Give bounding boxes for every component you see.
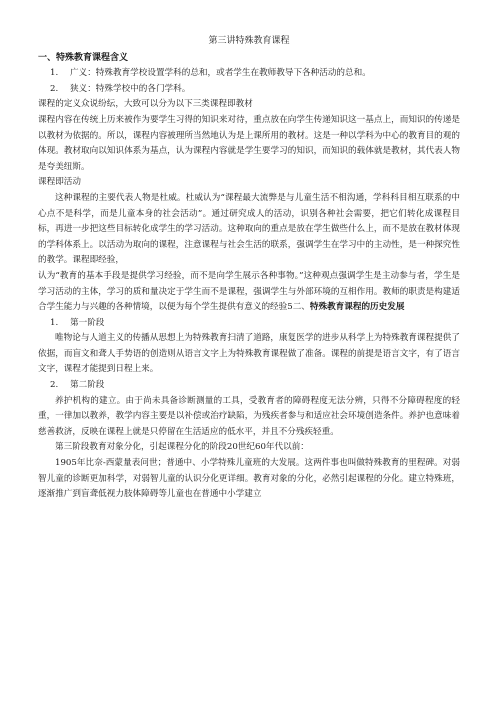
paragraph-stage2: 养护机构的建立。由于尚未具备诊断测量的工具，受教育者的障碍程度无法分辨，只得不分障碍程度的轻重，一律加以教养，教学内容主要是以补偿或治疗缺陷，为残疾者参与和适应社会环境创造条件。养护也意味着慈善救济，反映在课程上就是只停留在生活适应的低水平，并且不分残疾轻重。 (38, 395, 460, 437)
stage3-heading: 第三阶段教育对象分化，引起课程分化的阶段20世纪60年代以前： (55, 442, 309, 453)
paragraph-stage3: 1905年比奈-西蒙量表问世；普通中、小学特殊儿童班的大发展。这两件事也叫做特殊教育的里程碑。对弱智儿童的诊断更加科学，对弱智儿童的认识分化更详细。教育对象的分化，必然引起课程的分化。建立特殊班，逐渐推广到盲聋低视力肢体障碍等儿童也在普通中小学建立 (38, 458, 460, 500)
section-heading-history: 特殊教育课程的历史发展 (309, 302, 405, 313)
list-number: 2. (50, 83, 59, 94)
stage-label: 第二阶段 (70, 380, 105, 391)
section-heading-meaning: 一、特殊教育课程含义 (38, 52, 129, 63)
stage-label: 第一阶段 (70, 317, 105, 328)
paragraph-experience (38, 269, 460, 316)
list-text: 广义：特殊教育学校设置学科的总和，或者学生在教师教导下各种活动的总和。 (70, 68, 371, 79)
list-number: 2. (50, 380, 59, 391)
list-item (38, 66, 460, 82)
paragraph-textbook: 课程内容在传统上历来被作为要学生习得的知识来对待，重点放在向学生传递知识这一基点上，而知识的传递是以教材为依据的。所以，课程内容被理所当然地认为是上课所用的教材。这是一种以学科为中心的教育目的观的体现。教材取向以知识体系为基点，认为课程内容就是学生要学习的知识，而知识的载体就是教材，其代表人物是夸美纽斯。 (38, 114, 460, 172)
list-number: 1. (50, 68, 59, 79)
paragraph-activity: 这种课程的主要代表人物是杜威。杜威认为“课程最大流弊是与儿童生活不相沟通，学科科目相互联系的中心点不是科学，而是儿童本身的社会活动”。通过研究成人的活动，识别各种社会需要，把它们转化成课程目标，再进一步把这些目标转化成学生的学习活动。这种取向的重点是放在学生做些什么上，而不是放在教材体现的学科体系上。以活动为取向的课程，注意课程与社会生活的联系，强调学生在学习中的主动性，是一种探究性的教学。课程即经验， (38, 192, 460, 266)
list-item (38, 378, 460, 394)
document-title: 第三讲特殊教育课程 (208, 36, 290, 46)
list-item (38, 82, 460, 98)
experience-text: 认为“教育的基本手段是提供学习经验，而不是向学生展示各种事物。”这种观点强调学生是主动参与者，学生是学习活动的主体，学习的质和量决定于学生而不是课程，强调学生与外部环境的互相作用。教师的职责是构建适合学生能力与兴趣的各种情境，以便为每个学生提供有意义的经验5二、 (38, 270, 460, 313)
list-text: 狭义：特殊学校中的各门学科。 (70, 83, 191, 94)
paragraph-stage1: 唯物论与人道主义的传播从思想上为特殊教育扫清了道路，康复医学的进步从科学上为特殊教育课程提供了依据，而盲文和聋人手势语的创造则从语言文字上为特殊教育课程做了准备。课程的前提是语言文字，有了语言文字，课程才能提到日程上来。 (38, 333, 460, 375)
list-item (38, 316, 460, 332)
definition-intro: 课程的定义众说纷纭，大致可以分为以下三类课程即教材 (38, 99, 253, 110)
subheading-activity: 课程即活动 (38, 177, 81, 188)
list-number: 1. (50, 317, 59, 328)
